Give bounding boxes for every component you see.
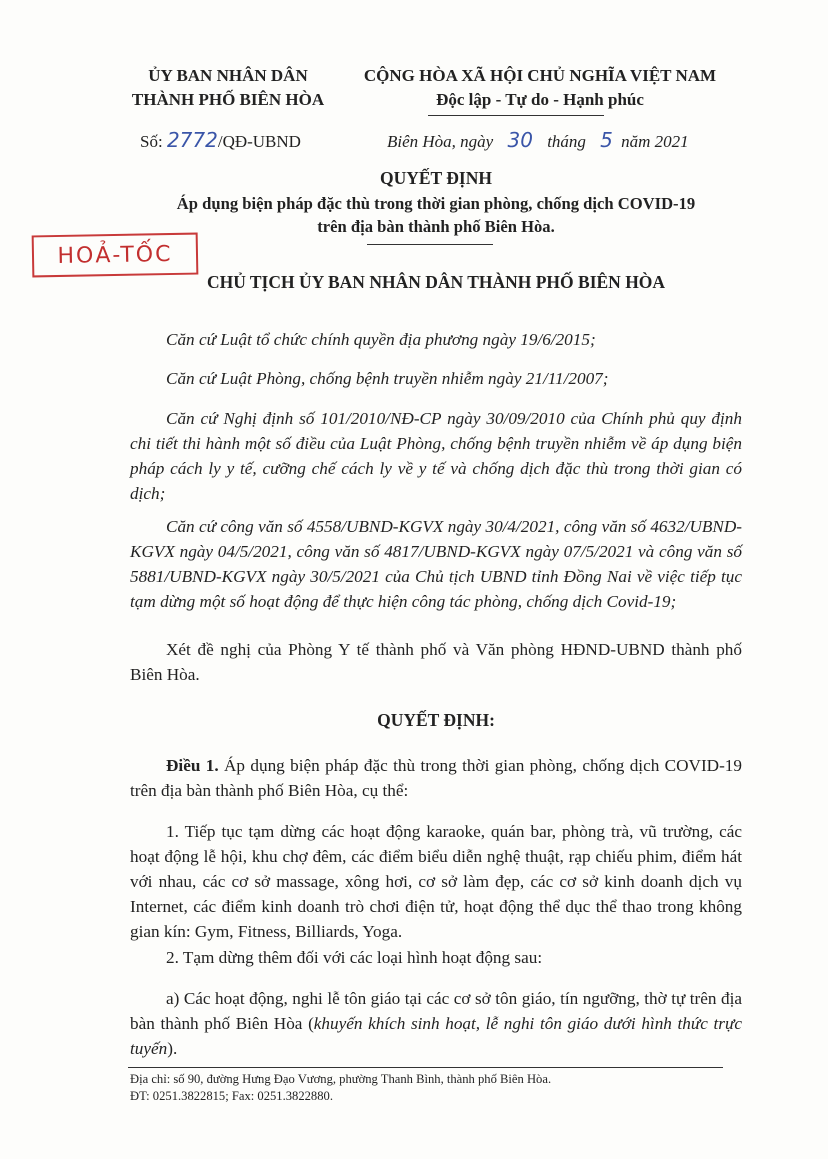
- subtitle-line-2: trên địa bàn thành phố Biên Hòa.: [317, 217, 555, 236]
- national-motto-block: [350, 64, 730, 112]
- legal-basis-3: Căn cứ Nghị định số 101/2010/NĐ-CP ngày 30/09/2010 của Chính phủ quy định chi tiết thi hành một số điều của Luật Phòng, chống bệnh truyền nhiễm về áp dụng biện pháp cách ly y tế, cưỡng chế cách ly về y tế và chống dịch đặc thù trong thời gian có dịch;: [130, 409, 742, 503]
- date-year: năm 2021: [621, 132, 689, 151]
- title-underline: [367, 244, 493, 245]
- number-suffix: /QĐ-UBND: [217, 132, 301, 151]
- urgent-stamp: HOẢ-TỐC: [32, 233, 199, 278]
- footer-address: Địa chỉ: số 90, đường Hưng Đạo Vương, phường Thanh Bình, thành phố Biên Hòa.: [130, 1072, 552, 1086]
- issuer-line-2: THÀNH PHỐ BIÊN HÒA: [131, 90, 325, 109]
- item-1: 1. Tiếp tục tạm dừng các hoạt động karaoke, quán bar, phòng trà, vũ trường, các hoạt động lễ hội, khu chợ đêm, các điểm biểu diễn nghệ thuật, rạp chiếu phim, điểm hát với nhau, các cơ sở massage, xông hơi, cơ sở làm đẹp, các cơ sở kinh doanh dịch vụ Internet, các điểm kinh doanh trò chơi điện tử, hoạt động thể dục thể thao trong không gian kín: Gym, Fitness, Billiards, Yoga.: [130, 822, 742, 941]
- issuer-line-1: ỦY BAN NHÂN DÂN: [148, 66, 308, 85]
- issuer-block: [120, 64, 336, 112]
- subtitle-line-1: Áp dụng biện pháp đặc thù trong thời gian phòng, chống dịch COVID-19: [176, 194, 696, 213]
- legal-basis-4: Căn cứ công văn số 4558/UBND-KGVX ngày 30/4/2021, công văn số 4632/UBND-KGVX ngày 04/5/2021, công văn số 4817/UBND-KGVX ngày 07/5/2021 và công văn số 5881/UBND-KGVX ngày 30/5/2021 của Chủ tịch UBND tỉnh Đồng Nai về việc tiếp tục tạm dừng một số hoạt động để thực hiện công tác phòng, chống dịch Covid-19;: [130, 517, 742, 611]
- footer-phone: ĐT: 0251.3822815; Fax: 0251.3822880.: [130, 1089, 333, 1103]
- article-1-label: Điều 1.: [166, 756, 219, 775]
- decision-subtitle: [110, 192, 762, 238]
- item-2a-end: ).: [167, 1039, 178, 1058]
- handwritten-day: 30: [507, 128, 533, 152]
- decision-title: QUYẾT ĐỊNH: [380, 168, 492, 188]
- issue-date: [387, 128, 689, 152]
- item-2: 2. Tạm dừng thêm đối với các loại hình hoạt động sau:: [166, 948, 543, 967]
- date-prefix: Biên Hòa, ngày: [387, 132, 494, 151]
- legal-basis-1: Căn cứ Luật tổ chức chính quyền địa phương ngày 19/6/2015;: [166, 330, 596, 349]
- document-number: [140, 128, 301, 152]
- motto: Độc lập - Tự do - Hạnh phúc: [436, 90, 644, 109]
- item-2a: [130, 986, 742, 1061]
- consideration: Xét đề nghị của Phòng Y tế thành phố và Văn phòng HĐND-UBND thành phố Biên Hòa.: [130, 640, 742, 684]
- authority-heading: CHỦ TỊCH ỦY BAN NHÂN DÂN THÀNH PHỐ BIÊN HÒA: [206, 272, 666, 292]
- article-1-text: Áp dụng biện pháp đặc thù trong thời gian phòng, chống dịch COVID-19 trên địa bàn thành phố Biên Hòa, cụ thể:: [130, 756, 742, 800]
- country-name: CỘNG HÒA XÃ HỘI CHỦ NGHĨA VIỆT NAM: [363, 66, 717, 85]
- number-label: Số:: [140, 132, 163, 151]
- handwritten-number: 2772: [166, 128, 218, 152]
- item-2a-italic: khuyến khích sinh hoạt, lễ nghi tôn giáo dưới hình thức trực tuyến: [130, 1014, 742, 1058]
- article-1: [130, 753, 742, 803]
- handwritten-month: 5: [600, 128, 613, 152]
- item-2a-text: a) Các hoạt động, nghi lễ tôn giáo tại các cơ sở tôn giáo, tín ngưỡng, thờ tự trên địa bàn thành phố Biên Hòa (: [130, 989, 742, 1033]
- footer-divider: [128, 1067, 723, 1068]
- date-month-label: tháng: [547, 132, 586, 151]
- decision-heading: QUYẾT ĐỊNH:: [377, 710, 495, 730]
- motto-underline: [428, 115, 604, 116]
- legal-basis-2: Căn cứ Luật Phòng, chống bệnh truyền nhiễm ngày 21/11/2007;: [166, 369, 609, 388]
